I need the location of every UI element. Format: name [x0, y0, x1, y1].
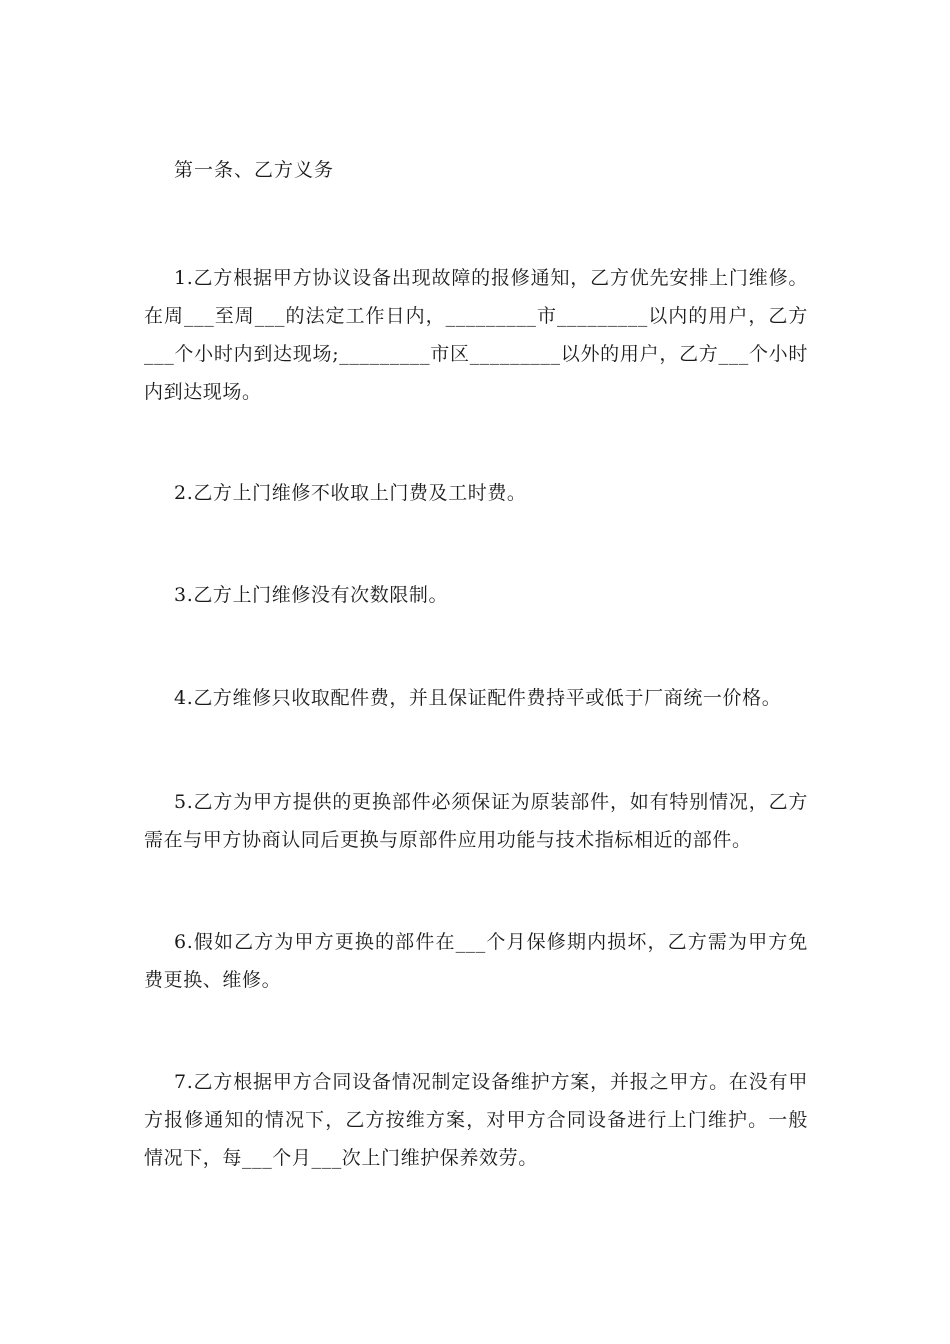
clause-paragraph-3: 3.乙方上门维修没有次数限制。 [174, 584, 449, 606]
section-heading: 第一条、乙方义务 [174, 159, 335, 181]
clause-paragraph-4: 4.乙方维修只收取配件费，并且保证配件费持平或低于厂商统一价格。 [174, 687, 782, 709]
clause-paragraph-6: 6.假如乙方为甲方更换的部件在___个月保修期内损坏，乙方需为甲方免费更换、维修。 [144, 931, 808, 991]
clause-paragraph-1: 1.乙方根据甲方协议设备出现故障的报修通知，乙方优先安排上门维修。在周___至周___的法定工作日内，_________市_________以内的用户，乙方___个小时内到达现场;_________市区_________以外的用户，乙方___个小时内到达现场。 [144, 267, 808, 403]
clause-paragraph-2: 2.乙方上门维修不收取上门费及工时费。 [174, 482, 527, 504]
clause-paragraph-7: 7.乙方根据甲方合同设备情况制定设备维护方案，并报之甲方。在没有甲方报修通知的情况下，乙方按维方案，对甲方合同设备进行上门维护。一般情况下，每___个月___次上门维护保养效劳。 [144, 1071, 808, 1169]
clause-paragraph-5: 5.乙方为甲方提供的更换部件必须保证为原装部件，如有特别情况，乙方需在与甲方协商认同后更换与原部件应用功能与技术指标相近的部件。 [144, 791, 808, 851]
